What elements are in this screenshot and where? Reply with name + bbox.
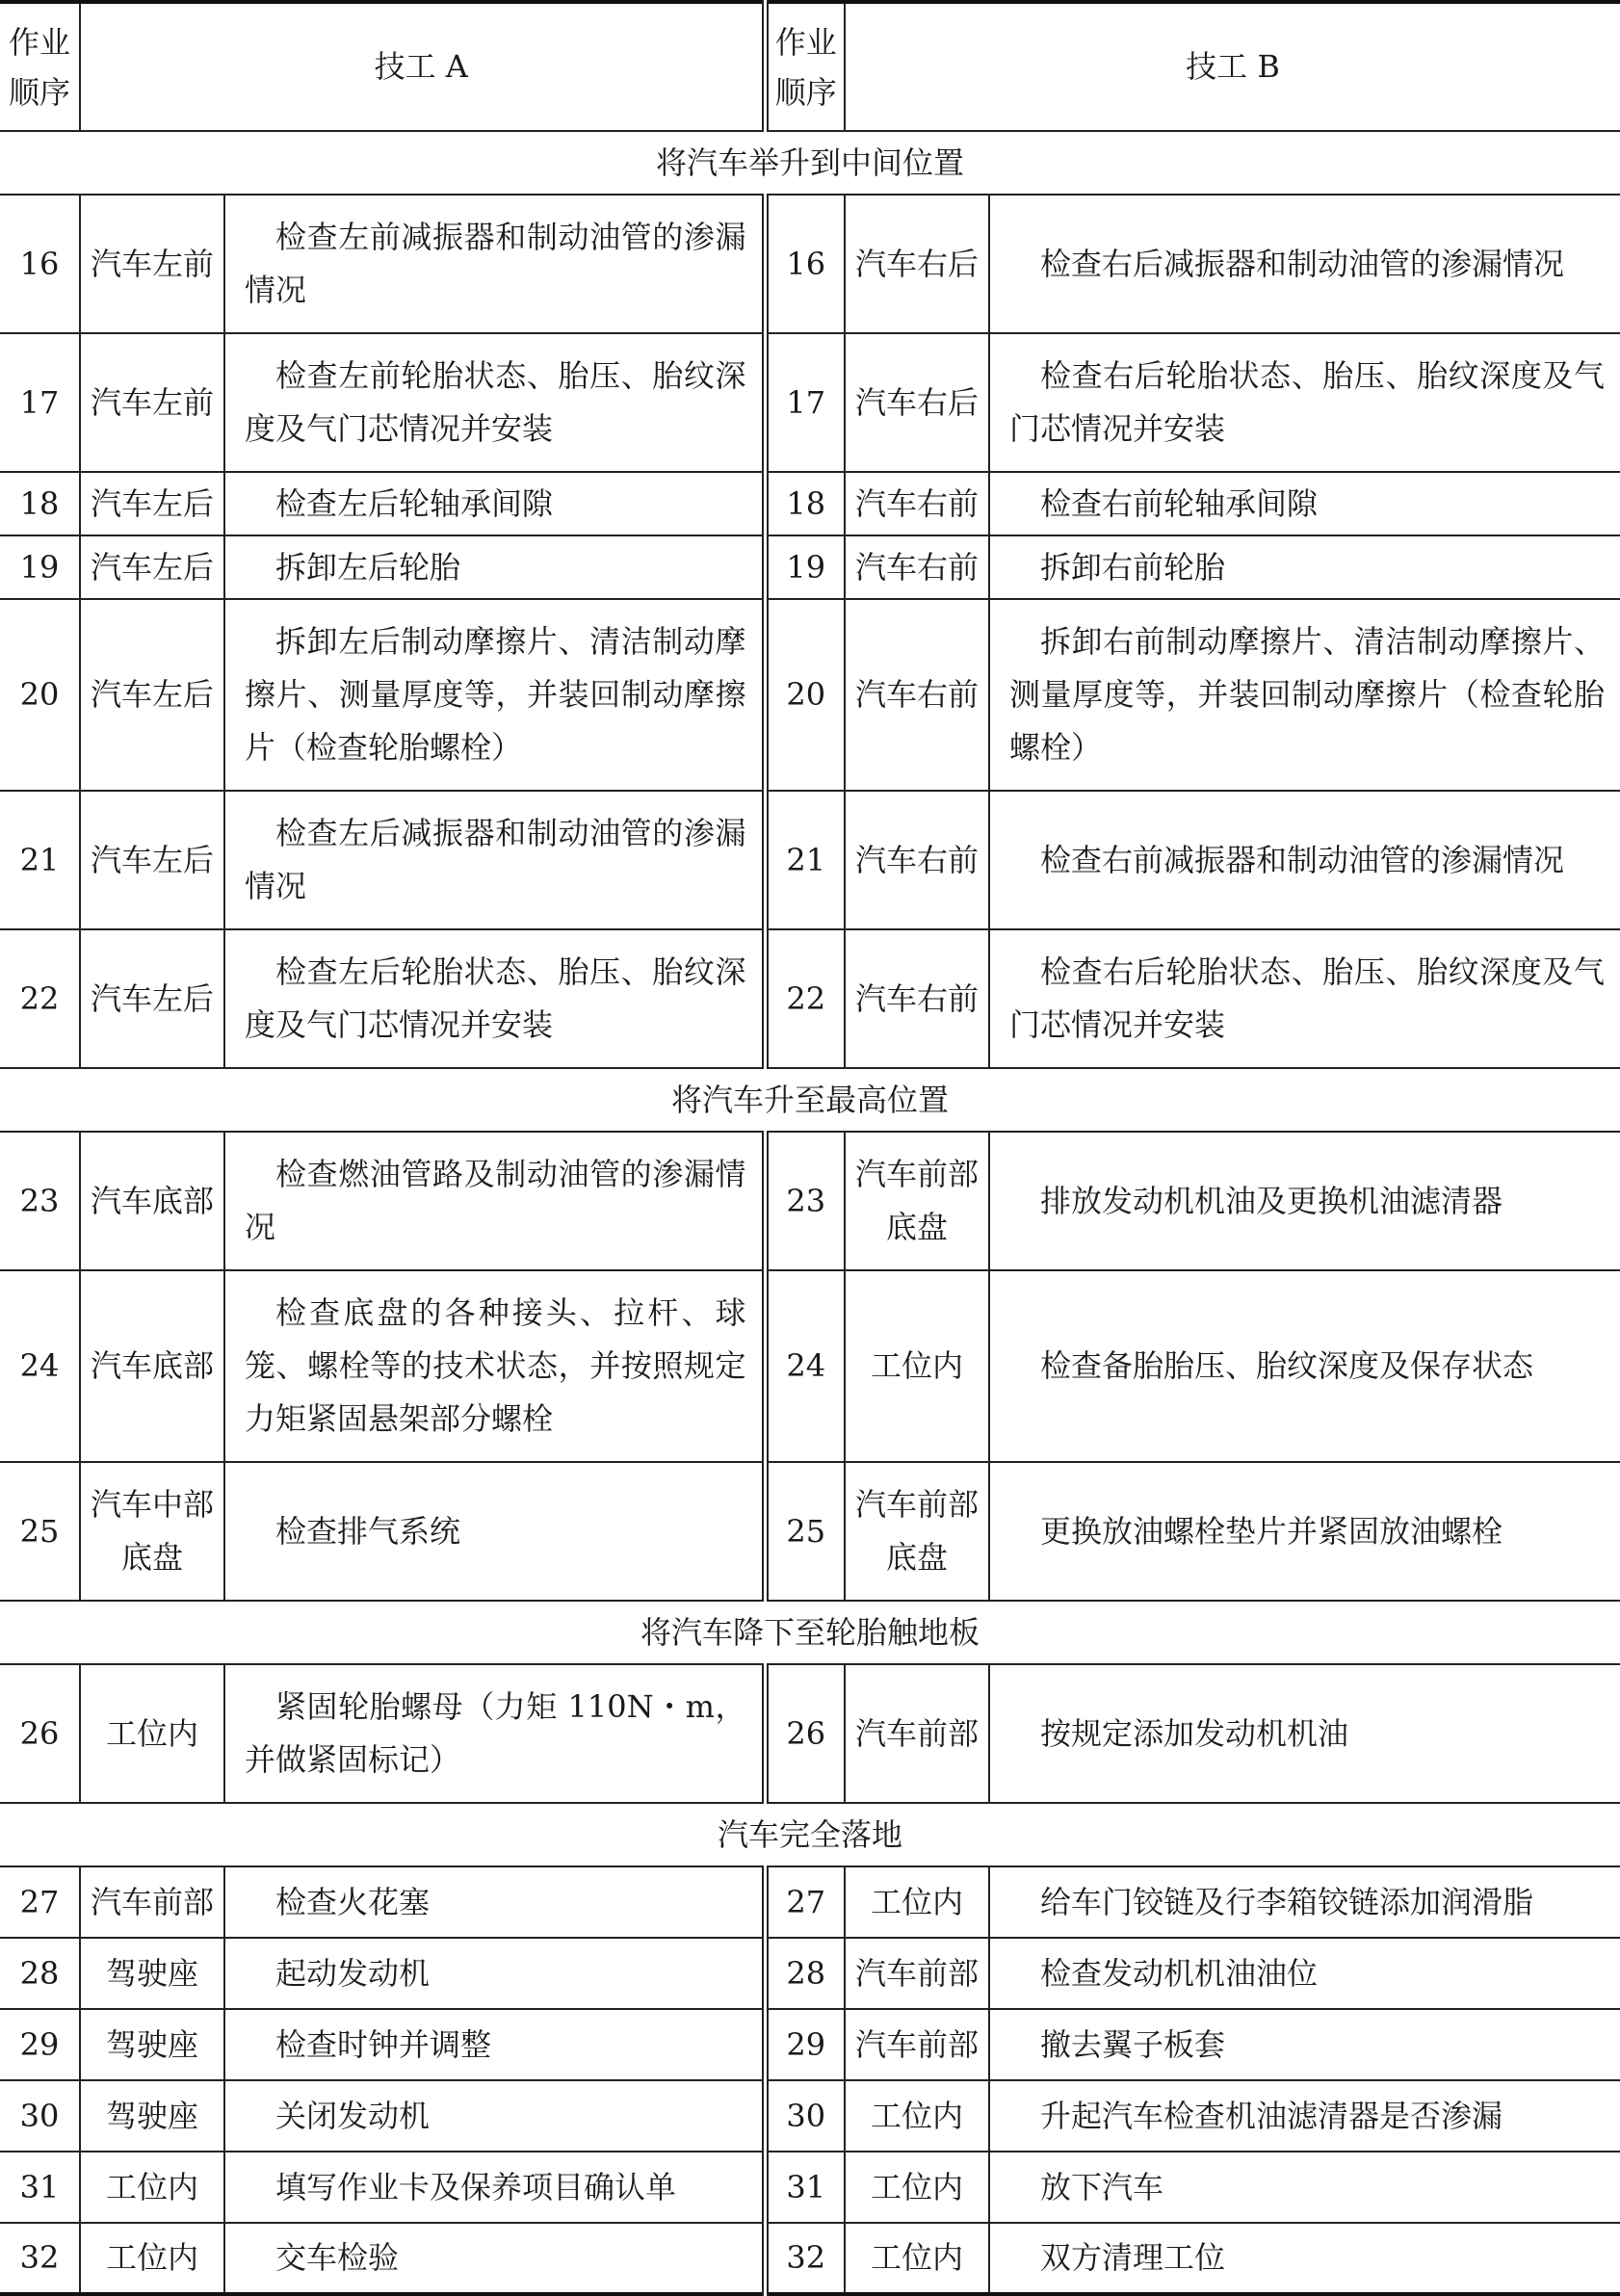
step-number-b: 17 xyxy=(765,333,845,472)
location-b: 工位内 xyxy=(845,2152,989,2223)
task-b-text: 检查备胎胎压、胎纹深度及保存状态 xyxy=(1040,1347,1534,1384)
table-row xyxy=(0,195,1620,333)
step-number-a: 19 xyxy=(0,535,80,599)
task-a-text: 紧固轮胎螺母（力矩 110N・m，并做紧固标记） xyxy=(245,1688,746,1778)
task-a-text: 检查燃油管路及制动油管的渗漏情况 xyxy=(245,1156,746,1245)
task-a xyxy=(224,333,765,472)
location-b: 汽车前部 xyxy=(845,2009,989,2080)
table-row xyxy=(0,2080,1620,2152)
task-b xyxy=(989,472,1620,535)
task-b-text: 检查右后轮胎状态、胎压、胎纹深度及气门芯情况并安装 xyxy=(1009,357,1606,447)
location-a: 汽车前部 xyxy=(80,1866,224,1938)
step-number-a: 27 xyxy=(0,1866,80,1938)
task-b-text: 排放发动机机油及更换机油滤清器 xyxy=(1040,1182,1503,1219)
table-row xyxy=(0,929,1620,1068)
task-b xyxy=(989,2152,1620,2223)
table-row xyxy=(0,2009,1620,2080)
header-worker-b xyxy=(845,2,1620,131)
location-b: 汽车右后 xyxy=(845,333,989,472)
task-a xyxy=(224,1132,765,1270)
location-b: 汽车前部 xyxy=(845,1938,989,2009)
task-a-text: 检查左后减振器和制动油管的渗漏情况 xyxy=(245,815,746,904)
task-b xyxy=(989,791,1620,929)
table-row xyxy=(0,1462,1620,1601)
location-a: 汽车左后 xyxy=(80,929,224,1068)
location-b: 汽车右前 xyxy=(845,472,989,535)
location-a: 汽车左后 xyxy=(80,472,224,535)
task-a xyxy=(224,791,765,929)
task-a-text: 起动发动机 xyxy=(275,1954,431,1992)
table-row xyxy=(0,535,1620,599)
step-number-b: 20 xyxy=(765,599,845,791)
task-b xyxy=(989,1132,1620,1270)
task-a-text: 检查排气系统 xyxy=(275,1512,461,1550)
task-a-text: 检查左后轮轴承间隙 xyxy=(275,484,554,522)
task-a xyxy=(224,195,765,333)
location-b: 工位内 xyxy=(845,1270,989,1462)
stage-label: 汽车完全落地 xyxy=(0,1803,1620,1866)
task-b-text: 检查右后减振器和制动油管的渗漏情况 xyxy=(1040,245,1565,282)
task-a xyxy=(224,2223,765,2294)
location-b: 汽车右前 xyxy=(845,791,989,929)
location-b: 汽车前部 xyxy=(845,1664,989,1803)
task-b xyxy=(989,1270,1620,1462)
step-number-a: 20 xyxy=(0,599,80,791)
step-number-a: 26 xyxy=(0,1664,80,1803)
table-row xyxy=(0,333,1620,472)
task-a xyxy=(224,1664,765,1803)
step-number-b: 16 xyxy=(765,195,845,333)
task-b xyxy=(989,929,1620,1068)
header-sequence-a-label: 作业 顺序 xyxy=(8,23,70,111)
header-sequence-b-label: 作业 顺序 xyxy=(774,23,837,111)
task-b-text: 按规定添加发动机机油 xyxy=(1040,1714,1349,1752)
task-b-text: 检查发动机机油油位 xyxy=(1040,1954,1319,1992)
stage-label: 将汽车升至最高位置 xyxy=(0,1068,1620,1132)
task-b xyxy=(989,2009,1620,2080)
task-a xyxy=(224,1270,765,1462)
task-a-text: 检查左后轮胎状态、胎压、胎纹深度及气门芯情况并安装 xyxy=(245,953,746,1043)
step-number-b: 25 xyxy=(765,1462,845,1601)
table-row xyxy=(0,1664,1620,1803)
location-a: 驾驶座 xyxy=(80,1938,224,2009)
table-row xyxy=(0,599,1620,791)
task-a-text: 检查时钟并调整 xyxy=(275,2025,492,2063)
location-b: 工位内 xyxy=(845,2223,989,2294)
step-number-a: 17 xyxy=(0,333,80,472)
location-b: 汽车右前 xyxy=(845,535,989,599)
step-number-a: 29 xyxy=(0,2009,80,2080)
table-row xyxy=(0,1938,1620,2009)
step-number-a: 16 xyxy=(0,195,80,333)
stage-row xyxy=(0,1601,1620,1664)
header-worker-b-label: 技工 B xyxy=(1186,48,1280,85)
step-number-b: 26 xyxy=(765,1664,845,1803)
task-a xyxy=(224,2152,765,2223)
task-a-text: 拆卸左后轮胎 xyxy=(275,548,461,586)
task-b-text: 拆卸右前制动摩擦片、清洁制动摩擦片、测量厚度等，并装回制动摩擦片（检查轮胎螺栓） xyxy=(1009,623,1606,766)
task-b xyxy=(989,1664,1620,1803)
task-a xyxy=(224,599,765,791)
task-a xyxy=(224,535,765,599)
location-a: 驾驶座 xyxy=(80,2080,224,2152)
task-a xyxy=(224,1866,765,1938)
task-b xyxy=(989,1938,1620,2009)
location-a: 汽车左后 xyxy=(80,791,224,929)
task-a-text: 检查火花塞 xyxy=(275,1883,431,1920)
task-b-text: 给车门铰链及行李箱铰链添加润滑脂 xyxy=(1040,1883,1534,1920)
step-number-b: 23 xyxy=(765,1132,845,1270)
task-b-text: 检查右前减振器和制动油管的渗漏情况 xyxy=(1040,841,1565,878)
task-a xyxy=(224,1938,765,2009)
task-b-text: 检查右后轮胎状态、胎压、胎纹深度及气门芯情况并安装 xyxy=(1009,953,1606,1043)
task-a xyxy=(224,2080,765,2152)
task-a-text: 检查左前轮胎状态、胎压、胎纹深度及气门芯情况并安装 xyxy=(245,357,746,447)
location-a: 汽车左后 xyxy=(80,599,224,791)
location-a: 汽车左前 xyxy=(80,195,224,333)
task-a-text: 关闭发动机 xyxy=(275,2097,431,2134)
table-row xyxy=(0,472,1620,535)
task-b-text: 撤去翼子板套 xyxy=(1040,2025,1226,2063)
table-row xyxy=(0,1132,1620,1270)
table-row xyxy=(0,1270,1620,1462)
location-b: 汽车右前 xyxy=(845,929,989,1068)
step-number-a: 30 xyxy=(0,2080,80,2152)
step-number-b: 24 xyxy=(765,1270,845,1462)
location-a: 汽车中部底盘 xyxy=(80,1462,224,1601)
task-a-text: 交车检验 xyxy=(275,2239,400,2276)
task-a xyxy=(224,472,765,535)
location-b: 汽车右后 xyxy=(845,195,989,333)
stage-row xyxy=(0,1068,1620,1132)
step-number-b: 29 xyxy=(765,2009,845,2080)
task-b-text: 更换放油螺栓垫片并紧固放油螺栓 xyxy=(1040,1512,1503,1550)
task-b xyxy=(989,333,1620,472)
task-b xyxy=(989,2223,1620,2294)
stage-label: 将汽车降下至轮胎触地板 xyxy=(0,1601,1620,1664)
task-a-text: 填写作业卡及保养项目确认单 xyxy=(275,2168,677,2205)
location-a: 汽车底部 xyxy=(80,1270,224,1462)
location-b: 工位内 xyxy=(845,2080,989,2152)
task-b-text: 升起汽车检查机油滤清器是否渗漏 xyxy=(1040,2097,1503,2134)
location-b: 汽车前部底盘 xyxy=(845,1462,989,1601)
task-b xyxy=(989,535,1620,599)
task-a xyxy=(224,2009,765,2080)
stage-label: 将汽车举升到中间位置 xyxy=(0,131,1620,195)
stage-row xyxy=(0,131,1620,195)
task-b-text: 检查右前轮轴承间隙 xyxy=(1040,484,1319,522)
task-b-text: 双方清理工位 xyxy=(1040,2239,1226,2276)
step-number-b: 32 xyxy=(765,2223,845,2294)
header-worker-a-label: 技工 A xyxy=(374,48,468,85)
location-a: 工位内 xyxy=(80,1664,224,1803)
step-number-a: 24 xyxy=(0,1270,80,1462)
task-a xyxy=(224,1462,765,1601)
location-a: 汽车左前 xyxy=(80,333,224,472)
task-a-text: 检查底盘的各种接头、拉杆、球笼、螺栓等的技术状态，并按照规定力矩紧固悬架部分螺栓 xyxy=(245,1294,746,1437)
step-number-b: 18 xyxy=(765,472,845,535)
location-b: 工位内 xyxy=(845,1866,989,1938)
step-number-a: 28 xyxy=(0,1938,80,2009)
step-number-a: 21 xyxy=(0,791,80,929)
step-number-a: 23 xyxy=(0,1132,80,1270)
task-b xyxy=(989,1462,1620,1601)
task-b xyxy=(989,599,1620,791)
step-number-b: 31 xyxy=(765,2152,845,2223)
header-sequence-a xyxy=(0,2,80,131)
task-b xyxy=(989,1866,1620,1938)
task-b-text: 放下汽车 xyxy=(1040,2168,1164,2205)
task-a xyxy=(224,929,765,1068)
task-b xyxy=(989,2080,1620,2152)
location-b: 汽车前部底盘 xyxy=(845,1132,989,1270)
step-number-b: 27 xyxy=(765,1866,845,1938)
step-number-b: 21 xyxy=(765,791,845,929)
step-number-a: 22 xyxy=(0,929,80,1068)
header-worker-a xyxy=(80,2,765,131)
header-sequence-b xyxy=(765,2,845,131)
location-a: 汽车左后 xyxy=(80,535,224,599)
step-number-b: 28 xyxy=(765,1938,845,2009)
location-a: 工位内 xyxy=(80,2152,224,2223)
table-row xyxy=(0,2223,1620,2294)
step-number-a: 18 xyxy=(0,472,80,535)
table-row xyxy=(0,791,1620,929)
step-number-b: 30 xyxy=(765,2080,845,2152)
step-number-b: 19 xyxy=(765,535,845,599)
task-a-text: 检查左前减振器和制动油管的渗漏情况 xyxy=(245,219,746,308)
stage-row xyxy=(0,1803,1620,1866)
table-row xyxy=(0,2152,1620,2223)
task-a-text: 拆卸左后制动摩擦片、清洁制动摩擦片、测量厚度等，并装回制动摩擦片（检查轮胎螺栓） xyxy=(245,623,746,766)
step-number-a: 32 xyxy=(0,2223,80,2294)
location-b: 汽车右前 xyxy=(845,599,989,791)
step-number-a: 25 xyxy=(0,1462,80,1601)
location-a: 驾驶座 xyxy=(80,2009,224,2080)
step-number-b: 22 xyxy=(765,929,845,1068)
task-b-text: 拆卸右前轮胎 xyxy=(1040,548,1226,586)
step-number-a: 31 xyxy=(0,2152,80,2223)
location-a: 工位内 xyxy=(80,2223,224,2294)
table-row xyxy=(0,1866,1620,1938)
header-row xyxy=(0,2,1620,131)
task-b xyxy=(989,195,1620,333)
location-a: 汽车底部 xyxy=(80,1132,224,1270)
